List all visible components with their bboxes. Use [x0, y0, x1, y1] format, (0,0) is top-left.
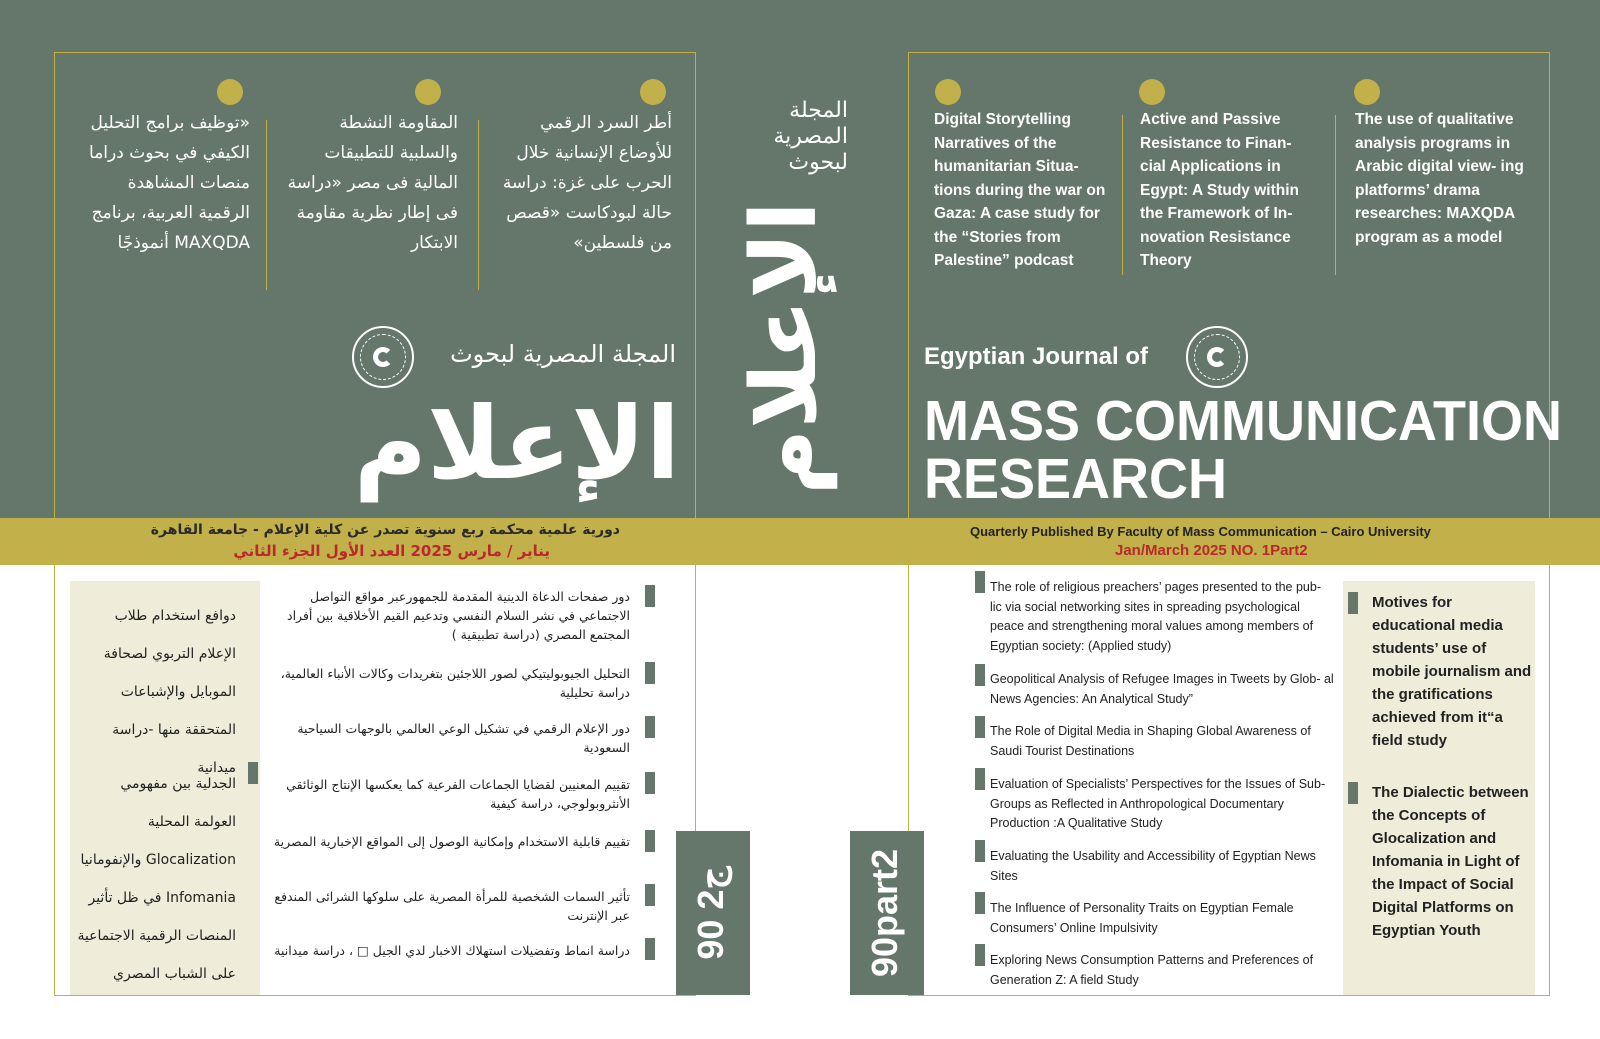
front-article-7: Exploring News Consumption Patterns and Preferences of Generation Z: A field Study — [990, 953, 1314, 987]
bullet-square-icon — [1348, 782, 1358, 804]
front-title-line-1: MASS COMMUNICATION — [924, 389, 1562, 453]
bullet-square-icon — [975, 571, 985, 593]
bullet-dot-icon — [217, 79, 243, 105]
bullet-dot-icon — [935, 79, 961, 105]
bullet-dot-icon — [1139, 79, 1165, 105]
front-side-article-2: The Dialectic between the Concepts of Glocalization and Infomania in Light of the Impact of Social Digital Platforms on Egyptian Youth — [1372, 784, 1529, 939]
bullet-dot-icon — [640, 79, 666, 105]
back-band-issue: يناير / مارس 2025 العدد الأول الجزء الثاني — [233, 542, 550, 560]
column-divider — [478, 120, 479, 290]
bullet-square-icon — [1348, 592, 1358, 614]
column-divider — [266, 120, 267, 290]
bullet-square-icon — [645, 772, 655, 794]
bullet-square-icon — [645, 938, 655, 960]
back-article-4: تقييم المعنيين لقضايا الجماعات الفرعية كما يعكسها الإنتاج الوثائقي الأنثروبولوجي، دراسة كيفية — [286, 777, 630, 811]
back-side-article-1: دوافع استخدام طلاب الإعلام التربوي لصحافة الموبايل والإشباعات المتحققة منها -دراسة ميدانية — [103, 608, 236, 776]
front-article-4: Evaluation of Specialists’ Perspectives for the Issues of Sub-Groups as Reflected in Anthropological Documentary Production :A Qualitative Study — [990, 777, 1326, 830]
bullet-square-icon — [645, 716, 655, 738]
bullet-square-icon — [975, 716, 985, 738]
back-top-article-2: المقاومة النشطة والسلبية للتطبيقات المالية فى مصر «دراسة فى إطار نظرية مقاومة الابتكار — [287, 113, 458, 253]
bullet-square-icon — [248, 762, 258, 784]
back-article-3: دور الإعلام الرقمي في تشكيل الوعي العالمي بالوجهات السياحية السعودية — [297, 721, 630, 755]
front-journal-of: Egyptian Journal of — [924, 343, 1149, 370]
spine-issue-en: 90part2 — [864, 848, 905, 978]
front-top-article-2: Active and Passive Resistance to Finan- cial Applications in Egypt: A Study within the Framework of In- novation Resistance Theory — [1140, 111, 1300, 269]
back-article-6: تأثير السمات الشخصية للمرأة المصرية على سلوكها الشرائى المندفع عبر الإنترنت — [274, 889, 630, 923]
back-article-5: تقييم قابلية الاستخدام وإمكانية الوصول إلى المواقع الإخبارية المصرية — [273, 834, 630, 849]
bullet-square-icon — [975, 768, 985, 790]
bullet-square-icon — [975, 664, 985, 686]
front-article-1: The role of religious preachers’ pages presented to the pub- lic via social networking sites in spreading psychological peace and strengthening moral values among members of Egyptian society: (Applied study) — [990, 580, 1321, 653]
back-journal-title: الإعلام — [353, 385, 680, 502]
faculty-seal-logo-icon — [352, 326, 414, 388]
back-article-7: دراسة انماط وتفضيلات استهلاك الاخبار لدي الجيل □ ، دراسة ميدانية — [274, 943, 630, 958]
front-article-6: The Influence of Personality Traits on Egyptian Female Consumers’ Online Impulsivity — [990, 901, 1294, 935]
spine-journal-title: الإعلام — [732, 201, 837, 495]
front-band-issue: Jan/March 2025 NO. 1Part2 — [1115, 542, 1308, 559]
column-divider — [1335, 115, 1336, 275]
front-band-publisher: Quarterly Published By Faculty of Mass Communication – Cairo University — [970, 524, 1431, 539]
spine-journal-subtitle — [748, 98, 848, 176]
back-journal-subtitle: المجلة المصرية لبحوث — [450, 340, 676, 368]
bullet-dot-icon — [1354, 79, 1380, 105]
bullet-square-icon — [645, 884, 655, 906]
bullet-square-icon — [975, 944, 985, 966]
back-top-article-1: أطر السرد الرقمي للأوضاع الإنسانية خلال الحرب على غزة: دراسة حالة لبودكاست «قصص من فلسطين» — [502, 113, 672, 253]
bullet-square-icon — [645, 830, 655, 852]
front-article-2: Geopolitical Analysis of Refugee Images in Tweets by Glob- al News Agencies: An Analytical Study” — [990, 672, 1334, 706]
back-article-1: دور صفحات الدعاة الدينية المقدمة للجمهورعبر مواقع التواصل الاجتماعي في نشر السلام النفسي وتدعيم القيم الأخلاقية بين أفراد المجتمع المصري (دراسة تطبيقية ) — [287, 589, 630, 642]
front-title-line-2: RESEARCH — [924, 447, 1228, 511]
spine-subtitle-line: المجلة — [789, 98, 848, 123]
spine-subtitle-line: لبحوث — [788, 150, 848, 175]
bullet-square-icon — [975, 840, 985, 862]
bullet-square-icon — [645, 585, 655, 607]
bullet-dot-icon — [415, 79, 441, 105]
front-top-article-1: Digital Storytelling Narratives of the humanitarian Situa- tions during the war on Gaza: A case study for the “Stories from Palestine” podcast — [934, 111, 1106, 269]
back-article-2: التحليل الجيوبوليتيكي لصور اللاجئين بتغريدات وكالات الأنباء العالمية، دراسة تحليلية — [280, 666, 630, 700]
back-top-article-3: «توظيف برامج التحليل الكيفي في بحوث دراما منصات المشاهدة الرقمية العربية، برنامج MAXQDA أنموذجًا — [89, 113, 250, 253]
spine-subtitle-line: المصرية — [773, 124, 848, 149]
back-band-publisher: دورية علمية محكمة ربع سنوية تصدر عن كلية الإعلام - جامعة القاهرة — [150, 522, 620, 538]
front-top-article-3: The use of qualitative analysis programs in Arabic digital view- ing platforms’ drama researches: MAXQDA program as a model — [1355, 111, 1524, 246]
faculty-seal-logo-icon — [1186, 326, 1248, 388]
front-article-5: Evaluating the Usability and Accessibility of Egyptian News Sites — [990, 849, 1316, 883]
front-side-article-1: Motives for educational media students’ use of mobile journalism and the gratifications achieved from it“a field study — [1372, 594, 1532, 749]
bullet-square-icon — [975, 892, 985, 914]
front-article-3: The Role of Digital Media in Shaping Global Awareness of Saudi Tourist Destinations — [990, 724, 1311, 758]
bullet-square-icon — [645, 662, 655, 684]
spine-issue-ar: 90 ج2 — [690, 866, 731, 960]
column-divider — [1122, 115, 1123, 275]
back-side-article-2: الجدلية بين مفهومي العولمة المحلية Glocalization والإنفومانيا Infomania في ظل تأثير المنصات الرقمية الاجتماعية على الشباب المصري — [77, 776, 236, 982]
